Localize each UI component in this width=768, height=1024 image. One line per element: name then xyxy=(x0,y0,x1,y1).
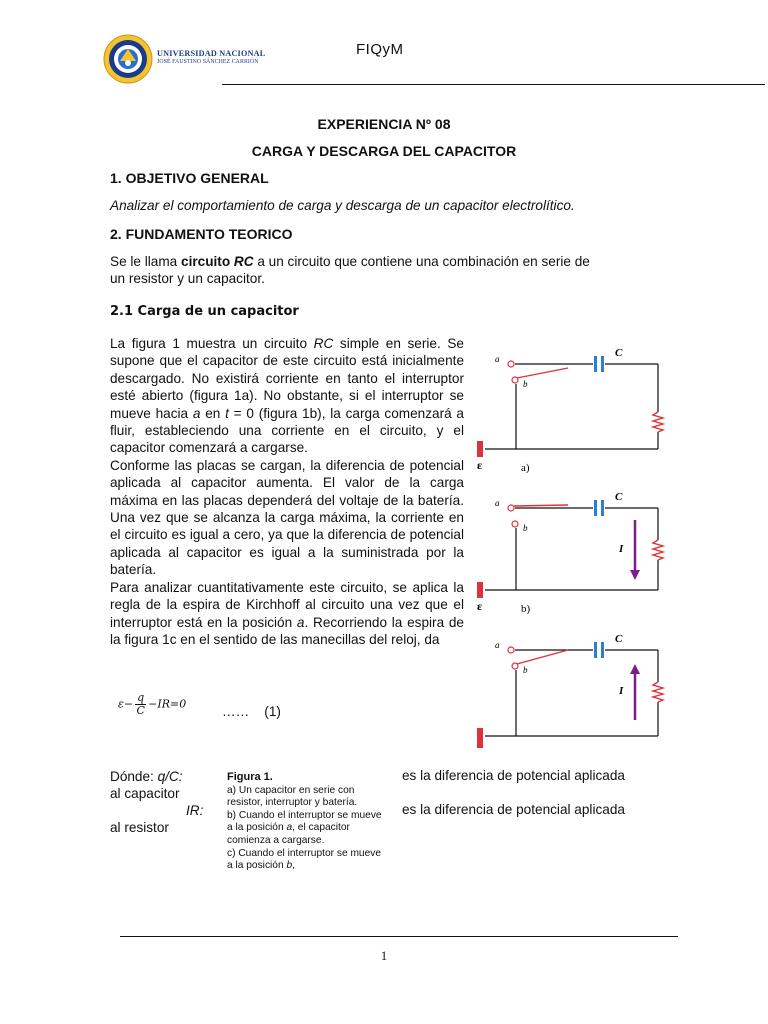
topic-title: CARGA Y DESCARGA DEL CAPACITOR xyxy=(251,143,517,159)
where-block: Dónde: q/C: al capacitor IR: al resistor xyxy=(110,769,204,835)
circuit-diagram-a xyxy=(473,338,673,473)
terminal-a-label: a xyxy=(495,354,500,364)
figure-a-label: a) xyxy=(521,462,530,473)
objective-heading: 1. OBJETIVO GENERAL xyxy=(110,170,269,186)
current-label: I xyxy=(619,543,624,555)
header-divider xyxy=(222,84,765,85)
figure-caption: Figura 1. a) Un capacitor en serie con resistor, interruptor y batería. b) Cuando el interruptor se mueve a la posición a, el capacitor comienza a cargarse. c) Cuando el interruptor se mueve a la posición b, xyxy=(227,771,382,872)
university-seal-logo xyxy=(103,34,153,84)
emf-label: ε xyxy=(477,599,483,613)
capacitor-label: C xyxy=(615,491,623,503)
body-paragraph-3: Para analizar cuantitativamente este circuito, se aplica la regla de la espira de Kirchhoff al circuito una vez que el interruptor está en la posición a. Recorriendo la espira de la figura 1c en el sentido de las manecillas del reloj, da xyxy=(110,579,464,647)
rc-intro-paragraph: Se le llama circuito RC a un circuito que contiene una combinación en serie de un resistor y un capacitor. xyxy=(110,254,590,287)
objective-text: Analizar el comportamiento de carga y descarga de un capacitor electrolítico. xyxy=(110,198,575,213)
where-qc-desc: es la diferencia de potencial aplicada xyxy=(402,768,625,783)
subsection-heading: 2.1 Carga de un capacitor xyxy=(110,304,299,319)
capacitor-label: C xyxy=(615,347,623,359)
terminal-b-label: b xyxy=(523,665,528,675)
terminal-b-label: b xyxy=(523,379,528,389)
where-ir-desc: es la diferencia de potencial aplicada xyxy=(402,802,625,817)
emf-label: ε xyxy=(477,458,483,472)
faculty-label: FIQyM xyxy=(356,41,404,58)
terminal-b-label: b xyxy=(523,523,528,533)
university-subname: JOSÉ FAUSTINO SÁNCHEZ CARRIÓN xyxy=(157,59,259,65)
terminal-a-label: a xyxy=(495,640,500,650)
foundation-heading: 2. FUNDAMENTO TEORICO xyxy=(110,226,293,242)
kirchhoff-equation: ε− $\frac{q}{C}$ −IR=0 xyxy=(118,691,187,717)
circuit-diagram-b xyxy=(473,484,673,619)
body-column xyxy=(110,335,464,648)
university-name: UNIVERSIDAD NACIONAL xyxy=(157,49,266,58)
page-number: 1 xyxy=(380,949,388,963)
capacitor-label: C xyxy=(615,633,623,645)
body-paragraph-2: Conforme las placas se cargan, la diferencia de potencial aplicada al capacitor aumenta. El valor de la carga máxima en las placas dependerá del voltaje de la batería. Una vez que se alcanza la carga máxima, la corriente en el circuito es igual a cero, ya que la diferencia de potencial aplicada al capacitor es igual a la suministrada por la batería. xyxy=(110,457,464,578)
terminal-a-label: a xyxy=(495,498,500,508)
figure-b-label: b) xyxy=(521,603,531,615)
experience-title: EXPERIENCIA Nº 08 xyxy=(317,116,451,132)
current-label: I xyxy=(619,685,624,697)
footer-divider xyxy=(120,936,678,937)
equation-number: …… (1) xyxy=(222,704,281,719)
body-paragraph-1: La figura 1 muestra un circuito RC simple en serie. Se supone que el capacitor de este circuito está inicialmente descargado. No existirá corriente en tanto el interruptor esté abierto (figura 1a). No obstante, si el interruptor se mueve hacia a en t = 0 (figura 1b), la carga comenzará a fluir, estableciendo una corriente en el circuito, y el capacitor comenzará a cargarse. xyxy=(110,336,464,456)
circuit-diagram-c xyxy=(473,628,673,748)
